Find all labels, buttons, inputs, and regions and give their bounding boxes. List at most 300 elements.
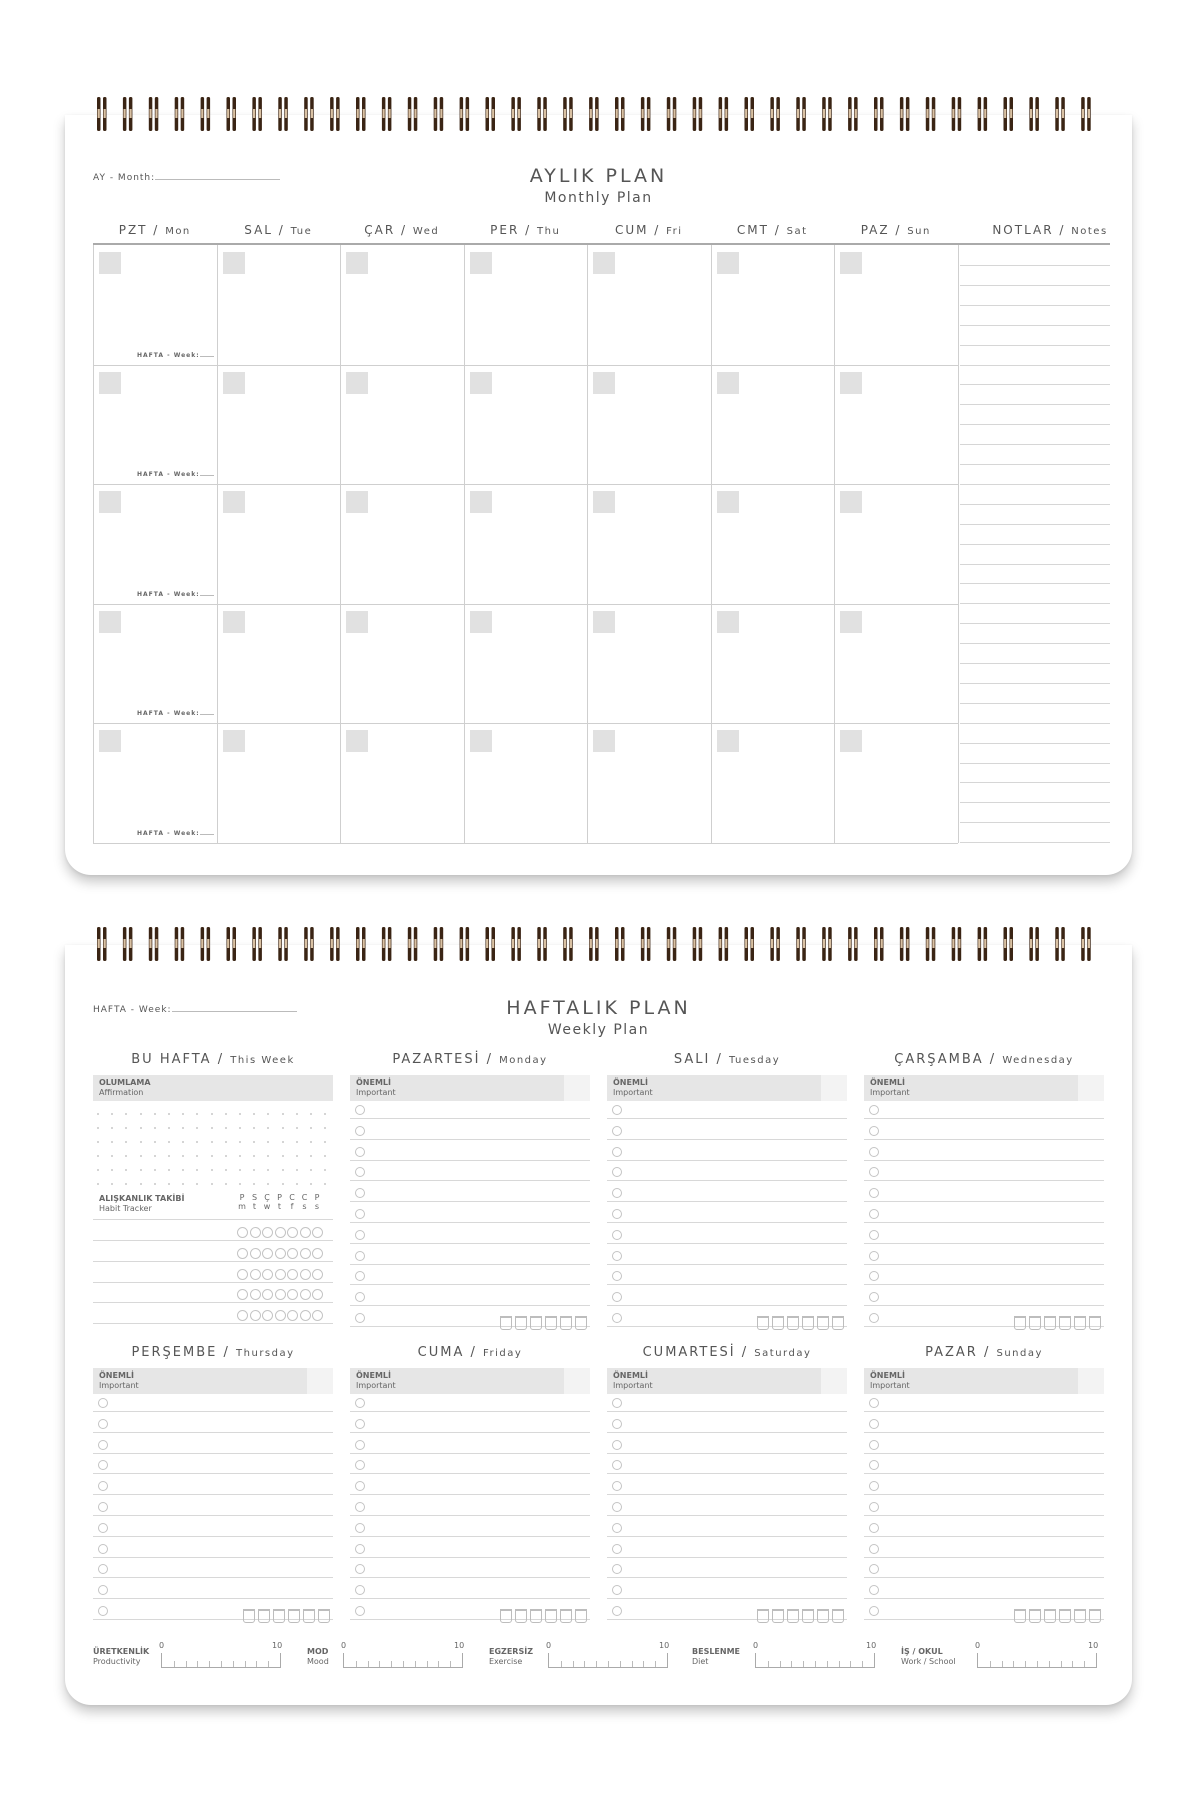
task-line[interactable]: [607, 1577, 847, 1578]
habit-row-line[interactable]: [93, 1282, 333, 1283]
habit-check-circle[interactable]: [250, 1248, 261, 1259]
date-number-box[interactable]: [99, 372, 121, 394]
task-checkbox[interactable]: [355, 1606, 365, 1616]
task-checkbox[interactable]: [612, 1460, 622, 1470]
task-line[interactable]: [864, 1432, 1104, 1433]
habit-check-circle[interactable]: [287, 1227, 298, 1238]
water-cup-icon[interactable]: [560, 1316, 572, 1330]
important-band[interactable]: [350, 1368, 590, 1394]
task-checkbox[interactable]: [869, 1502, 879, 1512]
task-line[interactable]: [607, 1515, 847, 1516]
task-line[interactable]: [864, 1577, 1104, 1578]
habit-check-circle[interactable]: [312, 1269, 323, 1280]
habit-check-circle[interactable]: [287, 1248, 298, 1259]
water-cup-icon[interactable]: [1059, 1316, 1071, 1330]
habit-check-circle[interactable]: [237, 1310, 248, 1321]
task-line[interactable]: [607, 1243, 847, 1244]
notes-line[interactable]: [960, 345, 1110, 346]
habit-check-circle[interactable]: [300, 1310, 311, 1321]
task-line[interactable]: [350, 1180, 590, 1181]
date-number-box[interactable]: [223, 252, 245, 274]
task-checkbox[interactable]: [98, 1398, 108, 1408]
water-cup-icon[interactable]: [1074, 1316, 1086, 1330]
water-cup-icon[interactable]: [500, 1316, 512, 1330]
task-line[interactable]: [864, 1411, 1104, 1412]
task-line[interactable]: [607, 1598, 847, 1599]
task-line[interactable]: [93, 1536, 333, 1537]
habit-check-circle[interactable]: [237, 1289, 248, 1300]
task-checkbox[interactable]: [869, 1188, 879, 1198]
notes-line[interactable]: [960, 544, 1110, 545]
task-line[interactable]: [607, 1432, 847, 1433]
task-checkbox[interactable]: [612, 1585, 622, 1595]
task-checkbox[interactable]: [355, 1126, 365, 1136]
task-checkbox[interactable]: [355, 1167, 365, 1177]
task-checkbox[interactable]: [98, 1460, 108, 1470]
task-line[interactable]: [864, 1160, 1104, 1161]
date-number-box[interactable]: [99, 611, 121, 633]
water-cup-icon[interactable]: [802, 1316, 814, 1330]
date-number-box[interactable]: [470, 252, 492, 274]
notes-line[interactable]: [960, 325, 1110, 326]
notes-line[interactable]: [960, 583, 1110, 584]
task-line[interactable]: [93, 1473, 333, 1474]
habit-check-circle[interactable]: [237, 1248, 248, 1259]
habit-check-circle[interactable]: [250, 1310, 261, 1321]
task-checkbox[interactable]: [869, 1271, 879, 1281]
task-line[interactable]: [607, 1264, 847, 1265]
task-line[interactable]: [864, 1515, 1104, 1516]
important-box[interactable]: [821, 1368, 847, 1394]
task-checkbox[interactable]: [98, 1502, 108, 1512]
task-checkbox[interactable]: [355, 1460, 365, 1470]
water-cup-icon[interactable]: [303, 1609, 315, 1623]
task-line[interactable]: [350, 1557, 590, 1558]
task-checkbox[interactable]: [355, 1105, 365, 1115]
date-number-box[interactable]: [840, 611, 862, 633]
task-line[interactable]: [607, 1201, 847, 1202]
task-checkbox[interactable]: [355, 1313, 365, 1323]
task-line[interactable]: [350, 1201, 590, 1202]
task-line[interactable]: [607, 1118, 847, 1119]
important-box[interactable]: [564, 1075, 590, 1101]
water-cup-icon[interactable]: [1089, 1609, 1101, 1623]
task-line[interactable]: [864, 1118, 1104, 1119]
task-line[interactable]: [864, 1557, 1104, 1558]
task-line[interactable]: [864, 1201, 1104, 1202]
habit-check-circle[interactable]: [250, 1269, 261, 1280]
habit-check-circle[interactable]: [262, 1269, 273, 1280]
important-box[interactable]: [1078, 1368, 1104, 1394]
water-cup-icon[interactable]: [772, 1316, 784, 1330]
task-line[interactable]: [607, 1453, 847, 1454]
task-checkbox[interactable]: [355, 1564, 365, 1574]
notes-line[interactable]: [960, 822, 1110, 823]
rating-scale-bar[interactable]: [548, 1653, 668, 1668]
task-checkbox[interactable]: [612, 1313, 622, 1323]
habit-check-circle[interactable]: [287, 1269, 298, 1280]
task-checkbox[interactable]: [355, 1230, 365, 1240]
task-checkbox[interactable]: [869, 1523, 879, 1533]
habit-check-circle[interactable]: [250, 1289, 261, 1300]
water-cup-icon[interactable]: [258, 1609, 270, 1623]
task-checkbox[interactable]: [612, 1564, 622, 1574]
task-line[interactable]: [93, 1453, 333, 1454]
task-line[interactable]: [864, 1180, 1104, 1181]
water-cup-icon[interactable]: [772, 1609, 784, 1623]
date-number-box[interactable]: [346, 372, 368, 394]
notes-line[interactable]: [960, 305, 1110, 306]
water-cup-icon[interactable]: [515, 1316, 527, 1330]
rating-scale-bar[interactable]: [755, 1653, 875, 1668]
water-cup-icon[interactable]: [575, 1609, 587, 1623]
affirmation-band[interactable]: [93, 1075, 333, 1101]
task-checkbox[interactable]: [355, 1251, 365, 1261]
water-cup-icon[interactable]: [575, 1316, 587, 1330]
date-number-box[interactable]: [346, 730, 368, 752]
water-cup-icon[interactable]: [530, 1609, 542, 1623]
task-line[interactable]: [93, 1557, 333, 1558]
task-line[interactable]: [607, 1160, 847, 1161]
task-checkbox[interactable]: [612, 1230, 622, 1240]
date-number-box[interactable]: [99, 252, 121, 274]
notes-line[interactable]: [960, 703, 1110, 704]
water-cup-icon[interactable]: [1044, 1609, 1056, 1623]
date-number-box[interactable]: [470, 611, 492, 633]
habit-check-circle[interactable]: [287, 1289, 298, 1300]
task-checkbox[interactable]: [355, 1523, 365, 1533]
task-line[interactable]: [607, 1494, 847, 1495]
task-line[interactable]: [93, 1494, 333, 1495]
water-cup-icon[interactable]: [1074, 1609, 1086, 1623]
task-checkbox[interactable]: [869, 1313, 879, 1323]
task-line[interactable]: [607, 1557, 847, 1558]
task-line[interactable]: [350, 1305, 590, 1306]
rating-scale-bar[interactable]: [977, 1653, 1097, 1668]
date-number-box[interactable]: [470, 372, 492, 394]
date-number-box[interactable]: [223, 730, 245, 752]
task-line[interactable]: [607, 1305, 847, 1306]
date-number-box[interactable]: [593, 252, 615, 274]
task-line[interactable]: [864, 1284, 1104, 1285]
important-box[interactable]: [821, 1075, 847, 1101]
date-number-box[interactable]: [840, 491, 862, 513]
notes-line[interactable]: [960, 365, 1110, 366]
task-checkbox[interactable]: [869, 1460, 879, 1470]
important-band[interactable]: [864, 1368, 1104, 1394]
task-checkbox[interactable]: [98, 1481, 108, 1491]
date-number-box[interactable]: [99, 491, 121, 513]
task-checkbox[interactable]: [355, 1544, 365, 1554]
task-line[interactable]: [864, 1536, 1104, 1537]
task-checkbox[interactable]: [98, 1564, 108, 1574]
task-checkbox[interactable]: [355, 1585, 365, 1595]
task-line[interactable]: [864, 1222, 1104, 1223]
date-number-box[interactable]: [470, 491, 492, 513]
task-checkbox[interactable]: [612, 1523, 622, 1533]
water-cup-icon[interactable]: [273, 1609, 285, 1623]
water-cup-icon[interactable]: [1014, 1316, 1026, 1330]
important-band[interactable]: [93, 1368, 333, 1394]
habit-check-circle[interactable]: [237, 1269, 248, 1280]
date-number-box[interactable]: [840, 372, 862, 394]
notes-line[interactable]: [960, 723, 1110, 724]
task-line[interactable]: [93, 1598, 333, 1599]
date-number-box[interactable]: [840, 252, 862, 274]
task-line[interactable]: [350, 1264, 590, 1265]
task-line[interactable]: [93, 1577, 333, 1578]
task-checkbox[interactable]: [355, 1271, 365, 1281]
notes-line[interactable]: [960, 683, 1110, 684]
notes-line[interactable]: [960, 763, 1110, 764]
task-checkbox[interactable]: [612, 1544, 622, 1554]
task-line[interactable]: [864, 1473, 1104, 1474]
task-line[interactable]: [350, 1515, 590, 1516]
habit-row-line[interactable]: [93, 1302, 333, 1303]
task-checkbox[interactable]: [98, 1606, 108, 1616]
notes-line[interactable]: [960, 782, 1110, 783]
water-cup-icon[interactable]: [757, 1316, 769, 1330]
task-line[interactable]: [350, 1284, 590, 1285]
task-checkbox[interactable]: [612, 1167, 622, 1177]
task-checkbox[interactable]: [98, 1440, 108, 1450]
notes-line[interactable]: [960, 623, 1110, 624]
notes-line[interactable]: [960, 504, 1110, 505]
date-number-box[interactable]: [346, 611, 368, 633]
habit-check-circle[interactable]: [237, 1227, 248, 1238]
notes-line[interactable]: [960, 384, 1110, 385]
habit-check-circle[interactable]: [275, 1310, 286, 1321]
habit-check-circle[interactable]: [312, 1227, 323, 1238]
task-checkbox[interactable]: [355, 1481, 365, 1491]
water-cup-icon[interactable]: [1014, 1609, 1026, 1623]
water-cup-icon[interactable]: [817, 1609, 829, 1623]
water-cup-icon[interactable]: [288, 1609, 300, 1623]
task-checkbox[interactable]: [355, 1440, 365, 1450]
task-checkbox[interactable]: [612, 1398, 622, 1408]
habit-check-circle[interactable]: [262, 1227, 273, 1238]
water-cup-icon[interactable]: [1044, 1316, 1056, 1330]
date-number-box[interactable]: [593, 491, 615, 513]
notes-line[interactable]: [960, 464, 1110, 465]
date-number-box[interactable]: [99, 730, 121, 752]
task-checkbox[interactable]: [355, 1188, 365, 1198]
task-checkbox[interactable]: [869, 1209, 879, 1219]
notes-line[interactable]: [960, 484, 1110, 485]
task-checkbox[interactable]: [612, 1271, 622, 1281]
date-number-box[interactable]: [223, 372, 245, 394]
water-cup-icon[interactable]: [1029, 1316, 1041, 1330]
date-number-box[interactable]: [470, 730, 492, 752]
habit-check-circle[interactable]: [275, 1289, 286, 1300]
task-line[interactable]: [350, 1536, 590, 1537]
water-cup-icon[interactable]: [515, 1609, 527, 1623]
date-number-box[interactable]: [717, 372, 739, 394]
task-checkbox[interactable]: [869, 1419, 879, 1429]
important-box[interactable]: [1078, 1075, 1104, 1101]
water-cup-icon[interactable]: [1089, 1316, 1101, 1330]
habit-check-circle[interactable]: [275, 1269, 286, 1280]
task-checkbox[interactable]: [612, 1105, 622, 1115]
habit-check-circle[interactable]: [300, 1289, 311, 1300]
habit-check-circle[interactable]: [275, 1248, 286, 1259]
notes-line[interactable]: [960, 265, 1110, 266]
task-line[interactable]: [607, 1139, 847, 1140]
task-checkbox[interactable]: [612, 1209, 622, 1219]
task-checkbox[interactable]: [612, 1502, 622, 1512]
task-line[interactable]: [607, 1222, 847, 1223]
task-line[interactable]: [864, 1139, 1104, 1140]
important-band[interactable]: [864, 1075, 1104, 1101]
task-checkbox[interactable]: [869, 1606, 879, 1616]
important-band[interactable]: [607, 1368, 847, 1394]
habit-row-line[interactable]: [93, 1323, 333, 1324]
task-line[interactable]: [864, 1264, 1104, 1265]
task-checkbox[interactable]: [612, 1440, 622, 1450]
habit-check-circle[interactable]: [262, 1248, 273, 1259]
habit-check-circle[interactable]: [312, 1248, 323, 1259]
task-line[interactable]: [93, 1411, 333, 1412]
task-line[interactable]: [350, 1432, 590, 1433]
water-cup-icon[interactable]: [545, 1316, 557, 1330]
task-line[interactable]: [350, 1160, 590, 1161]
task-line[interactable]: [864, 1598, 1104, 1599]
task-line[interactable]: [350, 1473, 590, 1474]
habit-row-line[interactable]: [93, 1261, 333, 1262]
rating-scale-bar[interactable]: [343, 1653, 463, 1668]
notes-line[interactable]: [960, 802, 1110, 803]
task-line[interactable]: [864, 1494, 1104, 1495]
water-cup-icon[interactable]: [1059, 1609, 1071, 1623]
task-checkbox[interactable]: [869, 1398, 879, 1408]
water-cup-icon[interactable]: [500, 1609, 512, 1623]
important-band[interactable]: [350, 1075, 590, 1101]
water-cup-icon[interactable]: [802, 1609, 814, 1623]
habit-check-circle[interactable]: [300, 1227, 311, 1238]
task-line[interactable]: [350, 1577, 590, 1578]
task-checkbox[interactable]: [98, 1544, 108, 1554]
habit-check-circle[interactable]: [300, 1248, 311, 1259]
task-checkbox[interactable]: [98, 1585, 108, 1595]
habit-check-circle[interactable]: [250, 1227, 261, 1238]
notes-line[interactable]: [960, 663, 1110, 664]
date-number-box[interactable]: [223, 611, 245, 633]
water-cup-icon[interactable]: [243, 1609, 255, 1623]
habit-check-circle[interactable]: [312, 1289, 323, 1300]
rating-scale-bar[interactable]: [161, 1653, 281, 1668]
water-cup-icon[interactable]: [832, 1609, 844, 1623]
task-checkbox[interactable]: [869, 1251, 879, 1261]
date-number-box[interactable]: [840, 730, 862, 752]
important-box[interactable]: [564, 1368, 590, 1394]
task-line[interactable]: [93, 1515, 333, 1516]
notes-line[interactable]: [960, 444, 1110, 445]
task-line[interactable]: [607, 1180, 847, 1181]
task-checkbox[interactable]: [869, 1292, 879, 1302]
habit-check-circle[interactable]: [275, 1227, 286, 1238]
task-line[interactable]: [864, 1305, 1104, 1306]
task-checkbox[interactable]: [612, 1251, 622, 1261]
date-number-box[interactable]: [593, 611, 615, 633]
task-checkbox[interactable]: [869, 1585, 879, 1595]
habit-check-circle[interactable]: [262, 1289, 273, 1300]
task-checkbox[interactable]: [612, 1481, 622, 1491]
task-line[interactable]: [350, 1453, 590, 1454]
task-line[interactable]: [607, 1284, 847, 1285]
task-line[interactable]: [350, 1411, 590, 1412]
task-line[interactable]: [607, 1411, 847, 1412]
water-cup-icon[interactable]: [560, 1609, 572, 1623]
task-checkbox[interactable]: [612, 1606, 622, 1616]
habit-check-circle[interactable]: [287, 1310, 298, 1321]
water-cup-icon[interactable]: [545, 1609, 557, 1623]
task-checkbox[interactable]: [355, 1398, 365, 1408]
task-checkbox[interactable]: [869, 1481, 879, 1491]
task-line[interactable]: [864, 1243, 1104, 1244]
task-checkbox[interactable]: [612, 1419, 622, 1429]
task-line[interactable]: [350, 1494, 590, 1495]
task-checkbox[interactable]: [869, 1564, 879, 1574]
task-line[interactable]: [607, 1473, 847, 1474]
water-cup-icon[interactable]: [817, 1316, 829, 1330]
notes-line[interactable]: [960, 842, 1110, 843]
task-checkbox[interactable]: [98, 1419, 108, 1429]
notes-line[interactable]: [960, 524, 1110, 525]
task-checkbox[interactable]: [869, 1440, 879, 1450]
date-number-box[interactable]: [346, 252, 368, 274]
date-number-box[interactable]: [593, 372, 615, 394]
water-cup-icon[interactable]: [1029, 1609, 1041, 1623]
task-checkbox[interactable]: [869, 1544, 879, 1554]
important-band[interactable]: [607, 1075, 847, 1101]
important-box[interactable]: [307, 1368, 333, 1394]
date-number-box[interactable]: [593, 730, 615, 752]
task-checkbox[interactable]: [612, 1126, 622, 1136]
notes-line[interactable]: [960, 285, 1110, 286]
habit-check-circle[interactable]: [312, 1310, 323, 1321]
task-line[interactable]: [350, 1243, 590, 1244]
task-checkbox[interactable]: [869, 1167, 879, 1177]
water-cup-icon[interactable]: [787, 1316, 799, 1330]
water-cup-icon[interactable]: [318, 1609, 330, 1623]
task-checkbox[interactable]: [98, 1523, 108, 1533]
task-checkbox[interactable]: [355, 1147, 365, 1157]
date-number-box[interactable]: [717, 252, 739, 274]
task-line[interactable]: [864, 1453, 1104, 1454]
task-line[interactable]: [350, 1222, 590, 1223]
task-checkbox[interactable]: [869, 1126, 879, 1136]
water-cup-icon[interactable]: [530, 1316, 542, 1330]
notes-line[interactable]: [960, 424, 1110, 425]
date-number-box[interactable]: [223, 491, 245, 513]
date-number-box[interactable]: [346, 491, 368, 513]
date-number-box[interactable]: [717, 491, 739, 513]
notes-line[interactable]: [960, 603, 1110, 604]
task-checkbox[interactable]: [612, 1292, 622, 1302]
task-line[interactable]: [350, 1598, 590, 1599]
task-checkbox[interactable]: [869, 1230, 879, 1240]
task-line[interactable]: [93, 1432, 333, 1433]
water-cup-icon[interactable]: [787, 1609, 799, 1623]
habit-check-circle[interactable]: [262, 1310, 273, 1321]
task-checkbox[interactable]: [869, 1147, 879, 1157]
task-checkbox[interactable]: [355, 1502, 365, 1512]
notes-line[interactable]: [960, 564, 1110, 565]
task-checkbox[interactable]: [355, 1292, 365, 1302]
task-checkbox[interactable]: [612, 1147, 622, 1157]
task-line[interactable]: [350, 1118, 590, 1119]
notes-line[interactable]: [960, 404, 1110, 405]
